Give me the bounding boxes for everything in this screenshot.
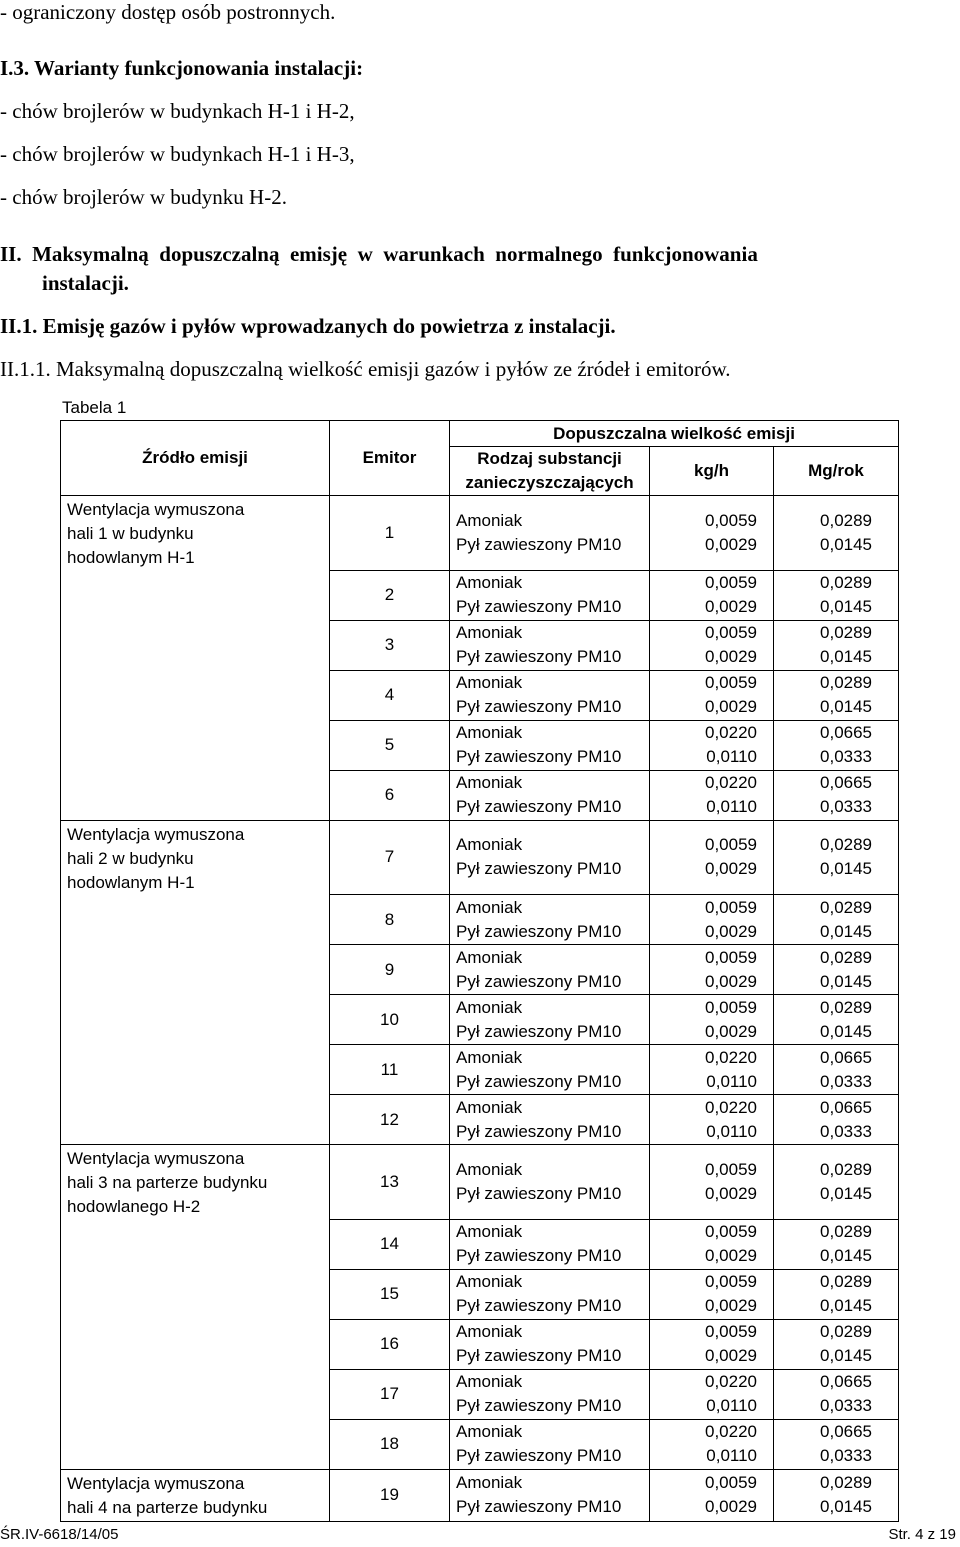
kgh-value: 0,0110 [706, 1121, 757, 1141]
page-number: Str. 4 z 19 [888, 1526, 956, 1543]
substance-ammonia: Amoniak [456, 1322, 523, 1341]
mgrok-value: 0,0289 [820, 947, 873, 967]
mgrok-value: 0,0289 [820, 835, 873, 855]
table-row [61, 895, 899, 945]
header-emitor: Emitor [330, 421, 450, 496]
substance-ammonia: Amoniak [456, 1159, 523, 1179]
emitor-number: 3 [330, 620, 450, 670]
mgrok-value: 0,0665 [820, 1422, 873, 1441]
substance-pm10: Pył zawieszony PM10 [456, 1396, 622, 1415]
source-cell-continued [61, 1269, 330, 1319]
substance-ammonia: Amoniak [456, 1272, 523, 1291]
source-text-line: Wentylacja wymuszona [67, 1149, 245, 1168]
mgrok-cell [774, 1419, 899, 1469]
kgh-value: 0,0059 [705, 1322, 757, 1341]
mgrok-value: 0,0145 [820, 647, 873, 666]
source-text-line: hodowlanym H-1 [67, 872, 195, 892]
source-cell-continued [61, 670, 330, 720]
kgh-cell [650, 1269, 774, 1319]
source-text-line: hodowlanym H-1 [67, 548, 195, 567]
mgrok-cell [774, 1145, 899, 1220]
substance-cell [450, 620, 650, 670]
mgrok-value: 0,0333 [820, 1071, 873, 1091]
source-cell-continued [61, 620, 330, 670]
kgh-value: 0,0059 [705, 1222, 757, 1241]
source-cell [61, 496, 330, 571]
emitor-number: 14 [330, 1219, 450, 1269]
mgrok-cell [774, 670, 899, 720]
table-row [61, 496, 899, 571]
kgh-value: 0,0110 [706, 797, 757, 816]
emitor-number: 13 [330, 1145, 450, 1220]
substance-ammonia: Amoniak [456, 835, 523, 855]
section-heading-ii1: II.1. Emisję gazów i pyłów wprowadzanych do powietrza z instalacji. [0, 314, 616, 338]
mgrok-cell [774, 820, 899, 895]
mgrok-value: 0,0665 [820, 723, 873, 742]
mgrok-value: 0,0289 [820, 1473, 873, 1492]
table-row [61, 620, 899, 670]
kgh-value: 0,0059 [705, 897, 757, 917]
substance-ammonia: Amoniak [456, 1222, 523, 1241]
header-allowed-emission: Dopuszczalna wielkość emisji [450, 421, 899, 447]
substance-pm10: Pył zawieszony PM10 [456, 1121, 622, 1141]
emitor-number: 11 [330, 1045, 450, 1095]
substance-pm10: Pył zawieszony PM10 [456, 1346, 622, 1365]
kgh-value: 0,0110 [706, 1446, 757, 1465]
mgrok-value: 0,0665 [820, 1372, 873, 1391]
source-text-line: hali 2 w budynku [67, 848, 194, 868]
emitor-number: 7 [330, 820, 450, 895]
mgrok-value: 0,0289 [820, 897, 873, 917]
header-substance-line-1: Rodzaj substancji [477, 449, 622, 468]
kgh-cell [650, 895, 774, 945]
mgrok-value: 0,0333 [820, 1396, 873, 1415]
substance-pm10: Pył zawieszony PM10 [456, 971, 622, 991]
table-row [61, 995, 899, 1045]
kgh-value: 0,0220 [705, 1097, 757, 1117]
substance-ammonia: Amoniak [456, 897, 523, 917]
kgh-cell [650, 1419, 774, 1469]
kgh-value: 0,0059 [705, 1159, 757, 1179]
mgrok-value: 0,0333 [820, 797, 873, 816]
substance-ammonia: Amoniak [456, 1372, 523, 1391]
emitor-number: 2 [330, 570, 450, 620]
table-row [61, 820, 899, 895]
table-row [61, 1045, 899, 1095]
substance-ammonia: Amoniak [456, 673, 523, 692]
document-reference: ŚR.IV-6618/14/05 [0, 1526, 119, 1543]
substance-pm10: Pył zawieszony PM10 [456, 1246, 622, 1265]
mgrok-cell [774, 770, 899, 820]
substance-cell [450, 670, 650, 720]
table-row [61, 945, 899, 995]
substance-pm10: Pył zawieszony PM10 [456, 747, 622, 766]
kgh-value: 0,0220 [705, 1422, 757, 1441]
table-row [61, 1319, 899, 1369]
mgrok-cell [774, 995, 899, 1045]
emitor-number: 9 [330, 945, 450, 995]
mgrok-value: 0,0145 [820, 971, 873, 991]
substance-pm10: Pył zawieszony PM10 [456, 697, 622, 716]
substance-cell [450, 995, 650, 1045]
source-cell-continued [61, 1095, 330, 1145]
mgrok-value: 0,0145 [820, 1021, 873, 1041]
substance-pm10: Pył zawieszony PM10 [456, 1183, 622, 1203]
substance-cell [450, 820, 650, 895]
kgh-value: 0,0110 [706, 747, 757, 766]
table-row [61, 720, 899, 770]
kgh-cell [650, 670, 774, 720]
emitor-number: 17 [330, 1369, 450, 1419]
substance-pm10: Pył zawieszony PM10 [456, 859, 622, 879]
substance-pm10: Pył zawieszony PM10 [456, 534, 622, 554]
source-text-line: hali 1 w budynku [67, 524, 194, 543]
table-row [61, 1269, 899, 1319]
intro-line-3: - chów brojlerów w budynkach H-1 i H-2, [0, 99, 355, 123]
kgh-cell [650, 945, 774, 995]
source-cell-continued [61, 995, 330, 1045]
source-text-line: hali 3 na parterze budynku [67, 1173, 268, 1192]
table-row [61, 1469, 899, 1521]
mgrok-cell [774, 720, 899, 770]
mgrok-value: 0,0333 [820, 747, 873, 766]
kgh-value: 0,0029 [705, 1346, 757, 1365]
mgrok-cell [774, 945, 899, 995]
source-cell [61, 820, 330, 895]
emitor-number: 5 [330, 720, 450, 770]
kgh-value: 0,0059 [705, 997, 757, 1017]
emitor-number: 4 [330, 670, 450, 720]
mgrok-value: 0,0289 [820, 1222, 873, 1241]
kgh-value: 0,0029 [705, 859, 757, 879]
substance-ammonia: Amoniak [456, 773, 523, 792]
substance-ammonia: Amoniak [456, 573, 523, 592]
substance-cell [450, 895, 650, 945]
header-source: Źródło emisji [61, 421, 330, 496]
kgh-value: 0,0029 [705, 647, 757, 666]
mgrok-value: 0,0289 [820, 1322, 873, 1341]
substance-cell [450, 570, 650, 620]
kgh-value: 0,0059 [705, 573, 757, 592]
kgh-cell [650, 1095, 774, 1145]
mgrok-value: 0,0333 [820, 1446, 873, 1465]
table-row [61, 1095, 899, 1145]
substance-cell [450, 1369, 650, 1419]
table-row [61, 570, 899, 620]
kgh-cell [650, 620, 774, 670]
substance-pm10: Pył zawieszony PM10 [456, 597, 622, 616]
mgrok-value: 0,0289 [820, 997, 873, 1017]
mgrok-value: 0,0145 [820, 597, 873, 616]
source-cell-continued [61, 895, 330, 945]
kgh-value: 0,0029 [705, 1246, 757, 1265]
substance-pm10: Pył zawieszony PM10 [456, 1021, 622, 1041]
kgh-value: 0,0029 [705, 971, 757, 991]
header-substance [450, 447, 650, 496]
kgh-value: 0,0029 [705, 1296, 757, 1315]
mgrok-value: 0,0289 [820, 573, 873, 592]
emitor-number: 19 [330, 1469, 450, 1521]
kgh-cell [650, 720, 774, 770]
mgrok-value: 0,0665 [820, 773, 873, 792]
substance-cell [450, 1045, 650, 1095]
emitor-number: 8 [330, 895, 450, 945]
substance-pm10: Pył zawieszony PM10 [456, 1071, 622, 1091]
emitor-number: 18 [330, 1419, 450, 1469]
substance-cell [450, 1095, 650, 1145]
kgh-value: 0,0059 [705, 947, 757, 967]
intro-line-1: - ograniczony dostęp osób postronnych. [0, 0, 336, 24]
mgrok-value: 0,0145 [820, 1246, 873, 1265]
table-row [61, 1369, 899, 1419]
source-text-line: hodowlanego H-2 [67, 1197, 201, 1216]
header-mgrok: Mg/rok [774, 447, 899, 496]
intro-line-5: - chów brojlerów w budynku H-2. [0, 185, 287, 209]
kgh-cell [650, 1145, 774, 1220]
substance-cell [450, 1469, 650, 1521]
source-cell-continued [61, 1045, 330, 1095]
kgh-value: 0,0059 [705, 673, 757, 692]
substance-ammonia: Amoniak [456, 510, 523, 530]
kgh-cell [650, 1219, 774, 1269]
source-cell-continued [61, 770, 330, 820]
substance-ammonia: Amoniak [456, 1422, 523, 1441]
kgh-value: 0,0059 [705, 510, 757, 530]
emitor-number: 15 [330, 1269, 450, 1319]
kgh-value: 0,0220 [705, 1372, 757, 1391]
kgh-value: 0,0029 [705, 697, 757, 716]
substance-pm10: Pył zawieszony PM10 [456, 647, 622, 666]
substance-cell [450, 1145, 650, 1220]
substance-ammonia: Amoniak [456, 997, 523, 1017]
mgrok-cell [774, 496, 899, 571]
section-heading-i3: I.3. Warianty funkcjonowania instalacji: [0, 56, 364, 80]
kgh-value: 0,0029 [705, 1183, 757, 1203]
intro-line-4: - chów brojlerów w budynkach H-1 i H-3, [0, 142, 355, 166]
substance-cell [450, 720, 650, 770]
substance-ammonia: Amoniak [456, 1047, 523, 1067]
emitor-number: 16 [330, 1319, 450, 1369]
mgrok-value: 0,0145 [820, 859, 873, 879]
mgrok-value: 0,0145 [820, 1346, 873, 1365]
kgh-value: 0,0220 [705, 773, 757, 792]
table-row [61, 770, 899, 820]
mgrok-value: 0,0289 [820, 1272, 873, 1291]
kgh-cell [650, 1045, 774, 1095]
kgh-value: 0,0059 [705, 1272, 757, 1291]
substance-cell [450, 496, 650, 571]
source-cell-continued [61, 1219, 330, 1269]
mgrok-value: 0,0145 [820, 1296, 873, 1315]
substance-cell [450, 1419, 650, 1469]
table-row [61, 1145, 899, 1220]
emitor-number: 10 [330, 995, 450, 1045]
mgrok-value: 0,0289 [820, 673, 873, 692]
mgrok-value: 0,0145 [820, 1497, 873, 1516]
kgh-cell [650, 995, 774, 1045]
table-row [61, 670, 899, 720]
mgrok-cell [774, 620, 899, 670]
kgh-value: 0,0220 [705, 1047, 757, 1067]
table-row [61, 1219, 899, 1269]
substance-ammonia: Amoniak [456, 1473, 523, 1492]
table-row [61, 1419, 899, 1469]
substance-cell [450, 1219, 650, 1269]
emission-table [60, 420, 899, 1522]
table-header-row-1 [61, 421, 899, 447]
mgrok-cell [774, 1269, 899, 1319]
kgh-cell [650, 1469, 774, 1521]
table-caption: Tabela 1 [62, 398, 127, 417]
substance-pm10: Pył zawieszony PM10 [456, 1497, 622, 1516]
kgh-cell [650, 770, 774, 820]
kgh-cell [650, 820, 774, 895]
substance-ammonia: Amoniak [456, 623, 523, 642]
mgrok-cell [774, 1469, 899, 1521]
substance-ammonia: Amoniak [456, 723, 523, 742]
mgrok-value: 0,0145 [820, 697, 873, 716]
kgh-value: 0,0029 [705, 921, 757, 941]
mgrok-value: 0,0289 [820, 1159, 873, 1179]
kgh-value: 0,0029 [705, 1021, 757, 1041]
mgrok-value: 0,0333 [820, 1121, 873, 1141]
emitor-number: 12 [330, 1095, 450, 1145]
mgrok-value: 0,0145 [820, 1183, 873, 1203]
mgrok-value: 0,0665 [820, 1097, 873, 1117]
source-text-line: hali 4 na parterze budynku [67, 1497, 268, 1517]
source-text-line: Wentylacja wymuszona [67, 500, 245, 519]
mgrok-value: 0,0289 [820, 623, 873, 642]
mgrok-value: 0,0289 [820, 510, 873, 530]
section-heading-ii11: II.1.1. Maksymalną dopuszczalną wielkość emisji gazów i pyłów ze źródeł i emitorów. [0, 357, 731, 381]
source-text-line: Wentylacja wymuszona [67, 1473, 245, 1493]
kgh-value: 0,0110 [706, 1396, 757, 1415]
substance-cell [450, 1319, 650, 1369]
source-cell [61, 1469, 330, 1521]
header-kgh: kg/h [650, 447, 774, 496]
source-cell-continued [61, 945, 330, 995]
substance-pm10: Pył zawieszony PM10 [456, 1446, 622, 1465]
header-substance-line-2: zanieczyszczających [465, 473, 634, 492]
kgh-value: 0,0059 [705, 835, 757, 855]
kgh-value: 0,0110 [706, 1071, 757, 1091]
mgrok-cell [774, 1045, 899, 1095]
mgrok-value: 0,0145 [820, 921, 873, 941]
kgh-cell [650, 1369, 774, 1419]
mgrok-value: 0,0665 [820, 1047, 873, 1067]
section-heading-ii: II. Maksymalną dopuszczalną emisję w warunkach normalnego funkcjonowania [0, 242, 758, 266]
mgrok-cell [774, 895, 899, 945]
kgh-value: 0,0029 [705, 597, 757, 616]
mgrok-value: 0,0145 [820, 534, 873, 554]
source-cell-continued [61, 1369, 330, 1419]
substance-ammonia: Amoniak [456, 947, 523, 967]
mgrok-cell [774, 1369, 899, 1419]
kgh-value: 0,0029 [705, 534, 757, 554]
kgh-value: 0,0059 [705, 1473, 757, 1492]
mgrok-cell [774, 570, 899, 620]
substance-pm10: Pył zawieszony PM10 [456, 1296, 622, 1315]
substance-pm10: Pył zawieszony PM10 [456, 921, 622, 941]
source-text-line: Wentylacja wymuszona [67, 824, 245, 844]
mgrok-cell [774, 1319, 899, 1369]
substance-ammonia: Amoniak [456, 1097, 523, 1117]
mgrok-cell [774, 1219, 899, 1269]
source-cell-continued [61, 1419, 330, 1469]
kgh-cell [650, 570, 774, 620]
source-cell-continued [61, 1319, 330, 1369]
kgh-value: 0,0059 [705, 623, 757, 642]
substance-pm10: Pył zawieszony PM10 [456, 797, 622, 816]
source-cell [61, 1145, 330, 1220]
kgh-value: 0,0220 [705, 723, 757, 742]
substance-cell [450, 945, 650, 995]
emitor-number: 6 [330, 770, 450, 820]
source-cell-continued [61, 570, 330, 620]
emitor-number: 1 [330, 496, 450, 571]
section-heading-ii-cont: instalacji. [42, 271, 129, 295]
substance-cell [450, 1269, 650, 1319]
kgh-cell [650, 1319, 774, 1369]
mgrok-cell [774, 1095, 899, 1145]
kgh-cell [650, 496, 774, 571]
kgh-value: 0,0029 [705, 1497, 757, 1516]
substance-cell [450, 770, 650, 820]
source-cell-continued [61, 720, 330, 770]
